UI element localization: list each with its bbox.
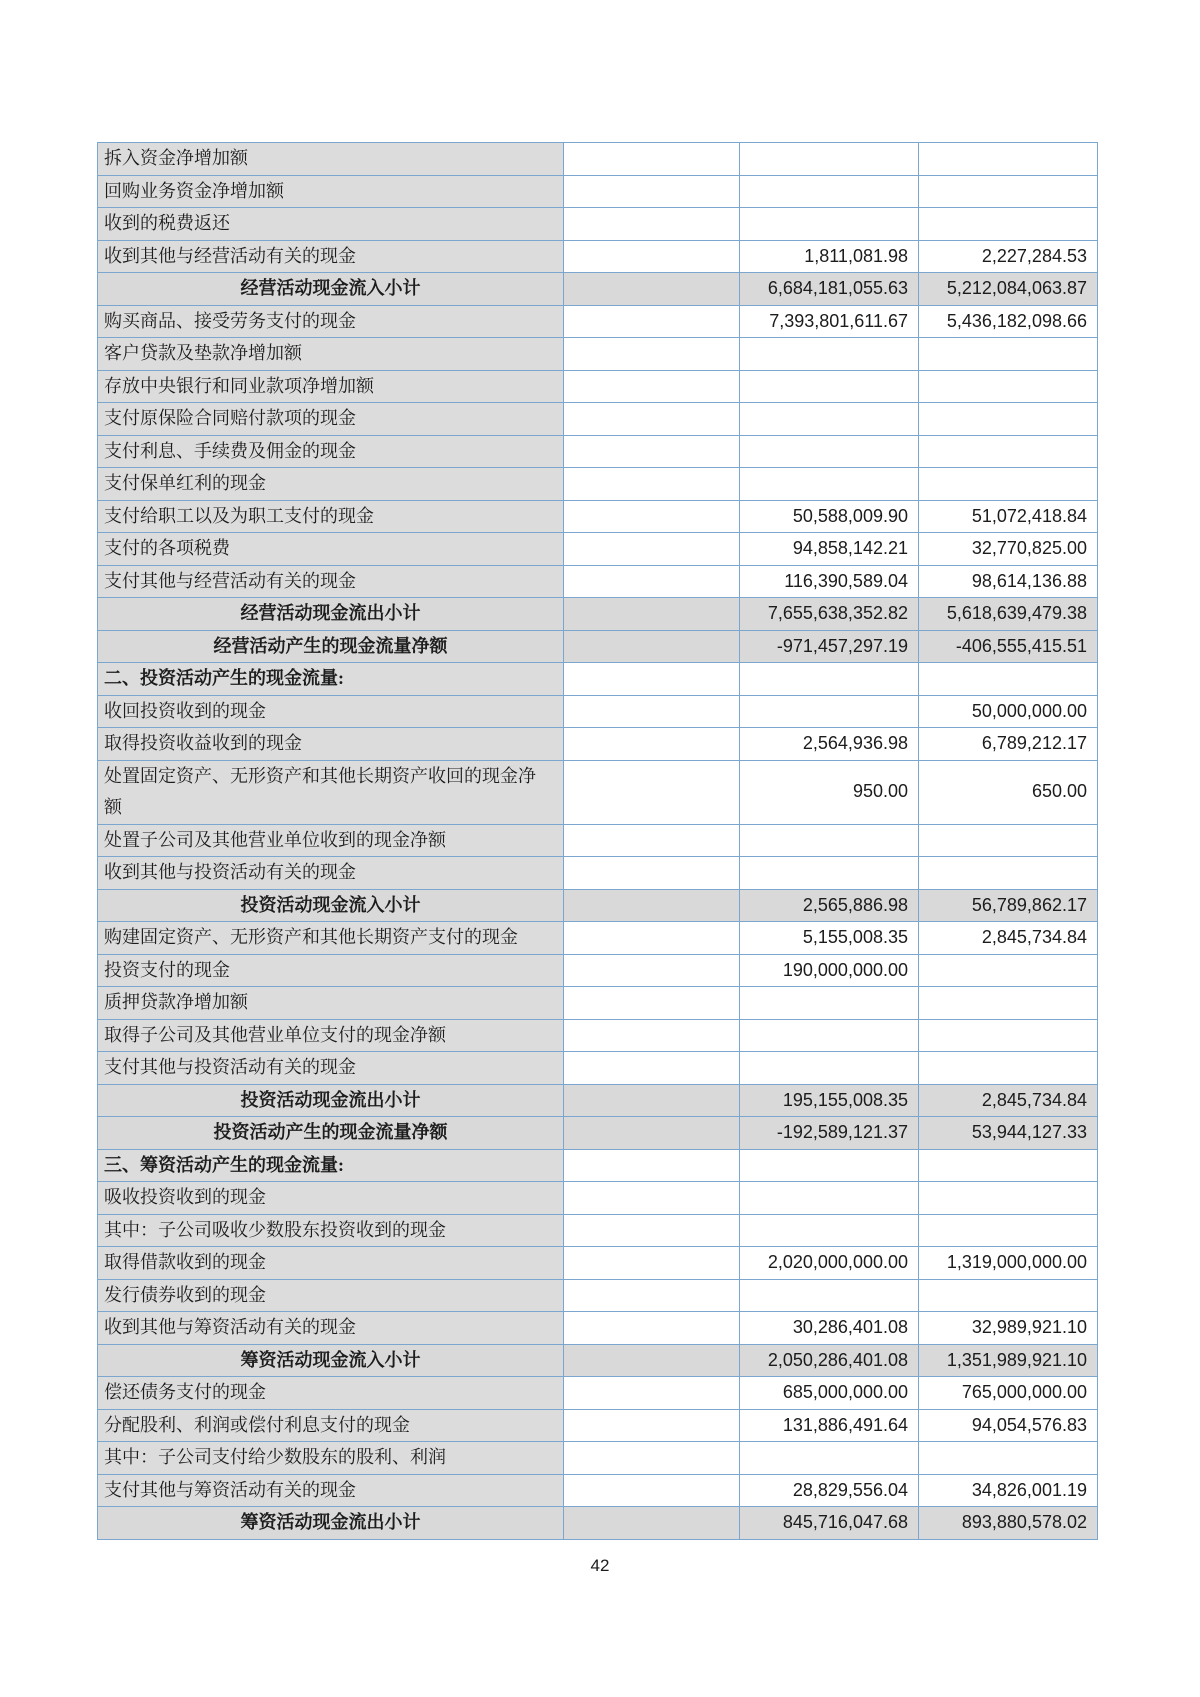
row-value-current-period (740, 403, 919, 436)
row-value-current-period (740, 1442, 919, 1475)
row-note-cell (564, 695, 740, 728)
row-note-cell (564, 889, 740, 922)
row-note-cell (564, 403, 740, 436)
row-label: 收到其他与经营活动有关的现金 (98, 240, 564, 273)
row-value-prior-period (919, 1279, 1098, 1312)
row-label: 支付的各项税费 (98, 533, 564, 566)
row-value-current-period: 1,811,081.98 (740, 240, 919, 273)
row-note-cell (564, 1442, 740, 1475)
row-value-prior-period (919, 954, 1098, 987)
table-row (98, 987, 1098, 1020)
row-value-prior-period: 5,618,639,479.38 (919, 598, 1098, 631)
row-label: 收到的税费返还 (98, 208, 564, 241)
row-label: 存放中央银行和同业款项净增加额 (98, 370, 564, 403)
row-note-cell (564, 630, 740, 663)
row-note-cell (564, 760, 740, 824)
row-value-prior-period: 650.00 (919, 760, 1098, 824)
row-label: 发行债券收到的现金 (98, 1279, 564, 1312)
row-value-current-period: 2,564,936.98 (740, 728, 919, 761)
row-value-prior-period: 32,770,825.00 (919, 533, 1098, 566)
row-value-prior-period (919, 1182, 1098, 1215)
row-note-cell (564, 598, 740, 631)
row-label: 支付其他与筹资活动有关的现金 (98, 1474, 564, 1507)
row-note-cell (564, 1344, 740, 1377)
row-note-cell (564, 305, 740, 338)
row-note-cell (564, 175, 740, 208)
table-row (98, 1442, 1098, 1475)
table-row (98, 1507, 1098, 1540)
row-value-prior-period (919, 175, 1098, 208)
row-label: 投资支付的现金 (98, 954, 564, 987)
table-row (98, 922, 1098, 955)
row-value-prior-period: 98,614,136.88 (919, 565, 1098, 598)
table-row (98, 1409, 1098, 1442)
row-label: 投资活动产生的现金流量净额 (98, 1117, 564, 1150)
table-row (98, 695, 1098, 728)
row-value-prior-period: 53,944,127.33 (919, 1117, 1098, 1150)
row-value-prior-period: 2,845,734.84 (919, 922, 1098, 955)
row-note-cell (564, 435, 740, 468)
row-note-cell (564, 1247, 740, 1280)
row-value-current-period (740, 338, 919, 371)
row-note-cell (564, 468, 740, 501)
row-value-current-period: 7,393,801,611.67 (740, 305, 919, 338)
row-value-current-period (740, 1149, 919, 1182)
table-row (98, 1149, 1098, 1182)
row-label: 支付保单红利的现金 (98, 468, 564, 501)
row-label: 其中：子公司支付给少数股东的股利、利润 (98, 1442, 564, 1475)
row-note-cell (564, 1377, 740, 1410)
row-note-cell (564, 240, 740, 273)
row-label: 支付给职工以及为职工支付的现金 (98, 500, 564, 533)
table-row (98, 500, 1098, 533)
row-value-prior-period (919, 987, 1098, 1020)
row-value-current-period: 5,155,008.35 (740, 922, 919, 955)
row-note-cell (564, 370, 740, 403)
table-row (98, 760, 1098, 824)
row-value-current-period (740, 695, 919, 728)
row-value-current-period: 30,286,401.08 (740, 1312, 919, 1345)
row-value-current-period: -971,457,297.19 (740, 630, 919, 663)
row-value-prior-period (919, 468, 1098, 501)
row-value-current-period (740, 824, 919, 857)
row-value-prior-period (919, 857, 1098, 890)
table-row (98, 305, 1098, 338)
row-label: 回购业务资金净增加额 (98, 175, 564, 208)
row-label: 收到其他与投资活动有关的现金 (98, 857, 564, 890)
row-value-current-period (740, 370, 919, 403)
row-value-current-period: 116,390,589.04 (740, 565, 919, 598)
table-row (98, 630, 1098, 663)
row-note-cell (564, 1149, 740, 1182)
row-value-prior-period: 2,845,734.84 (919, 1084, 1098, 1117)
table-row (98, 1377, 1098, 1410)
row-note-cell (564, 338, 740, 371)
row-value-current-period: 190,000,000.00 (740, 954, 919, 987)
table-row (98, 1312, 1098, 1345)
row-value-prior-period (919, 338, 1098, 371)
row-value-current-period: 7,655,638,352.82 (740, 598, 919, 631)
row-value-prior-period (919, 1442, 1098, 1475)
row-note-cell (564, 1052, 740, 1085)
table-row (98, 824, 1098, 857)
row-value-prior-period: 94,054,576.83 (919, 1409, 1098, 1442)
table-row (98, 1117, 1098, 1150)
row-note-cell (564, 728, 740, 761)
row-value-prior-period (919, 1149, 1098, 1182)
table-row (98, 1247, 1098, 1280)
row-value-current-period: 6,684,181,055.63 (740, 273, 919, 306)
row-note-cell (564, 922, 740, 955)
row-note-cell (564, 1409, 740, 1442)
table-row (98, 1344, 1098, 1377)
row-label: 筹资活动现金流入小计 (98, 1344, 564, 1377)
row-value-current-period (740, 1214, 919, 1247)
row-value-prior-period (919, 1052, 1098, 1085)
row-value-current-period (740, 1019, 919, 1052)
row-label: 经营活动现金流入小计 (98, 273, 564, 306)
row-label: 偿还债务支付的现金 (98, 1377, 564, 1410)
table-row (98, 857, 1098, 890)
row-value-prior-period: 56,789,862.17 (919, 889, 1098, 922)
row-note-cell (564, 1279, 740, 1312)
row-note-cell (564, 143, 740, 176)
row-value-current-period (740, 857, 919, 890)
row-value-prior-period (919, 435, 1098, 468)
table-row (98, 565, 1098, 598)
row-label: 投资活动现金流入小计 (98, 889, 564, 922)
row-label: 支付原保险合同赔付款项的现金 (98, 403, 564, 436)
row-label: 客户贷款及垫款净增加额 (98, 338, 564, 371)
row-value-current-period: 845,716,047.68 (740, 1507, 919, 1540)
row-label: 投资活动现金流出小计 (98, 1084, 564, 1117)
row-label: 取得子公司及其他营业单位支付的现金净额 (98, 1019, 564, 1052)
row-note-cell (564, 663, 740, 696)
row-label: 支付其他与投资活动有关的现金 (98, 1052, 564, 1085)
table-row (98, 240, 1098, 273)
page-number: 42 (590, 1556, 610, 1575)
row-note-cell (564, 1214, 740, 1247)
row-note-cell (564, 1019, 740, 1052)
row-label: 收回投资收到的现金 (98, 695, 564, 728)
row-value-prior-period (919, 663, 1098, 696)
table-row (98, 728, 1098, 761)
table-row (98, 1279, 1098, 1312)
row-label: 经营活动现金流出小计 (98, 598, 564, 631)
cash-flow-statement-table (97, 142, 1098, 1540)
row-value-current-period (740, 1052, 919, 1085)
row-label: 三、筹资活动产生的现金流量: (98, 1149, 564, 1182)
row-value-prior-period: 6,789,212.17 (919, 728, 1098, 761)
row-value-current-period: -192,589,121.37 (740, 1117, 919, 1150)
table-row (98, 338, 1098, 371)
row-value-current-period: 2,565,886.98 (740, 889, 919, 922)
row-value-prior-period: 2,227,284.53 (919, 240, 1098, 273)
row-label: 处置固定资产、无形资产和其他长期资产收回的现金净额 (98, 760, 564, 824)
row-value-prior-period: 32,989,921.10 (919, 1312, 1098, 1345)
table-row (98, 403, 1098, 436)
row-value-prior-period (919, 1019, 1098, 1052)
row-note-cell (564, 824, 740, 857)
table-row (98, 1182, 1098, 1215)
table-row (98, 533, 1098, 566)
row-value-current-period: 2,020,000,000.00 (740, 1247, 919, 1280)
row-label: 处置子公司及其他营业单位收到的现金净额 (98, 824, 564, 857)
row-value-current-period: 2,050,286,401.08 (740, 1344, 919, 1377)
row-value-current-period (740, 175, 919, 208)
table-row (98, 435, 1098, 468)
row-value-prior-period: 5,212,084,063.87 (919, 273, 1098, 306)
table-row (98, 1052, 1098, 1085)
row-value-current-period (740, 208, 919, 241)
row-note-cell (564, 1182, 740, 1215)
row-label: 购建固定资产、无形资产和其他长期资产支付的现金 (98, 922, 564, 955)
row-note-cell (564, 1312, 740, 1345)
table-row (98, 273, 1098, 306)
table-row (98, 954, 1098, 987)
row-value-prior-period: 893,880,578.02 (919, 1507, 1098, 1540)
table-row (98, 370, 1098, 403)
row-note-cell (564, 1474, 740, 1507)
row-label: 支付其他与经营活动有关的现金 (98, 565, 564, 598)
row-value-prior-period: 51,072,418.84 (919, 500, 1098, 533)
row-value-prior-period (919, 143, 1098, 176)
row-note-cell (564, 1507, 740, 1540)
row-label: 筹资活动现金流出小计 (98, 1507, 564, 1540)
row-value-current-period: 50,588,009.90 (740, 500, 919, 533)
row-note-cell (564, 954, 740, 987)
table-row (98, 143, 1098, 176)
row-note-cell (564, 857, 740, 890)
row-value-prior-period: 1,319,000,000.00 (919, 1247, 1098, 1280)
row-label: 质押贷款净增加额 (98, 987, 564, 1020)
row-value-current-period (740, 1279, 919, 1312)
row-note-cell (564, 565, 740, 598)
row-value-prior-period: -406,555,415.51 (919, 630, 1098, 663)
table-row (98, 1019, 1098, 1052)
row-value-current-period: 195,155,008.35 (740, 1084, 919, 1117)
table-row (98, 1084, 1098, 1117)
row-label: 支付利息、手续费及佣金的现金 (98, 435, 564, 468)
row-value-prior-period (919, 403, 1098, 436)
row-value-current-period: 685,000,000.00 (740, 1377, 919, 1410)
row-value-current-period: 94,858,142.21 (740, 533, 919, 566)
table-row (98, 598, 1098, 631)
cash-flow-table-body (98, 143, 1098, 1540)
row-value-current-period: 28,829,556.04 (740, 1474, 919, 1507)
row-value-prior-period (919, 208, 1098, 241)
row-value-current-period (740, 143, 919, 176)
row-value-current-period (740, 987, 919, 1020)
row-label: 二、投资活动产生的现金流量: (98, 663, 564, 696)
table-row (98, 1214, 1098, 1247)
row-label: 收到其他与筹资活动有关的现金 (98, 1312, 564, 1345)
table-row (98, 1474, 1098, 1507)
table-row (98, 663, 1098, 696)
row-label: 购买商品、接受劳务支付的现金 (98, 305, 564, 338)
row-label: 经营活动产生的现金流量净额 (98, 630, 564, 663)
row-value-prior-period (919, 824, 1098, 857)
row-label: 吸收投资收到的现金 (98, 1182, 564, 1215)
row-label: 取得投资收益收到的现金 (98, 728, 564, 761)
row-value-prior-period: 34,826,001.19 (919, 1474, 1098, 1507)
row-note-cell (564, 208, 740, 241)
table-row (98, 468, 1098, 501)
row-label: 拆入资金净增加额 (98, 143, 564, 176)
row-value-current-period: 131,886,491.64 (740, 1409, 919, 1442)
row-value-current-period (740, 663, 919, 696)
row-label: 取得借款收到的现金 (98, 1247, 564, 1280)
row-label: 分配股利、利润或偿付利息支付的现金 (98, 1409, 564, 1442)
row-note-cell (564, 533, 740, 566)
row-note-cell (564, 273, 740, 306)
row-note-cell (564, 500, 740, 533)
row-value-prior-period (919, 1214, 1098, 1247)
row-value-prior-period: 1,351,989,921.10 (919, 1344, 1098, 1377)
row-note-cell (564, 987, 740, 1020)
row-note-cell (564, 1117, 740, 1150)
row-value-current-period (740, 1182, 919, 1215)
row-value-prior-period: 5,436,182,098.66 (919, 305, 1098, 338)
row-value-current-period: 950.00 (740, 760, 919, 824)
table-row (98, 889, 1098, 922)
row-value-current-period (740, 468, 919, 501)
row-label: 其中：子公司吸收少数股东投资收到的现金 (98, 1214, 564, 1247)
row-value-prior-period (919, 370, 1098, 403)
row-value-current-period (740, 435, 919, 468)
row-value-prior-period: 765,000,000.00 (919, 1377, 1098, 1410)
table-row (98, 175, 1098, 208)
row-value-prior-period: 50,000,000.00 (919, 695, 1098, 728)
row-note-cell (564, 1084, 740, 1117)
table-row (98, 208, 1098, 241)
